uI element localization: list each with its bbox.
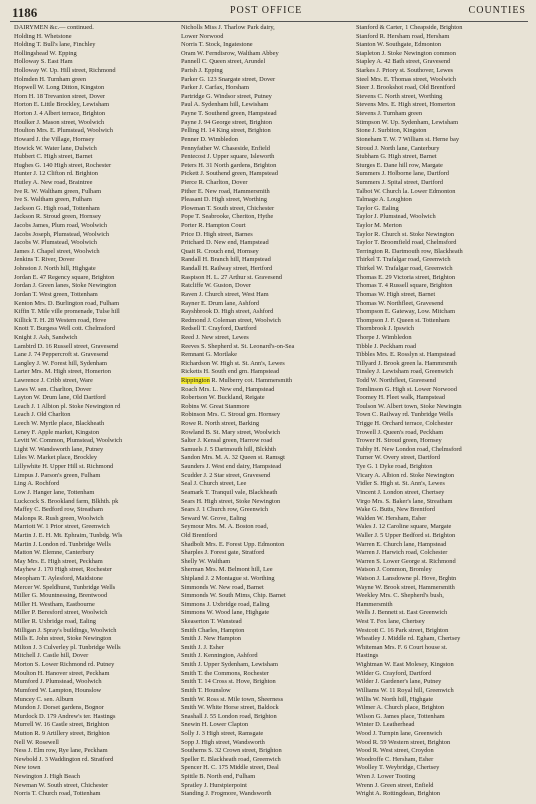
listing-line: Quait R. Crouch end, Hornsey (181, 247, 259, 255)
listing-line: Killick T. H. 28 Western road, Hove (14, 316, 107, 324)
listing-line: Tubby H. New London road, Chelmsford (356, 445, 462, 453)
listing-line: Stanton W. Southgate, Edmonton (356, 41, 442, 49)
listing-line: Sears H. High street, Stoke Newington (181, 497, 281, 505)
listing-line: Mills E. John street, Stoke Newington (14, 635, 112, 643)
listing-line: Watson J. Common, Bromley (356, 566, 432, 574)
listing-line: Warren E. Church lane, Hampstead (356, 540, 447, 548)
listing-line: Penner D. Wimbledon (181, 135, 238, 143)
listing-line: Walden W. Hersham, Esher (356, 514, 427, 522)
listing-line: Pleasant D. High street, Worthing (181, 196, 267, 204)
listing-line: Leech W. Myrtle place, Blackheath (14, 420, 105, 428)
listing-line: Snashall J. 55 London road, Brighton (181, 712, 277, 720)
listing-line: Shadbolt Mrs. E. Forest Upp. Edmonton (181, 540, 285, 548)
listing-line: Skeaserton T. Wanstead (181, 618, 242, 626)
listing-line: Stevens Mrs. E. High street, Homerton (356, 101, 456, 109)
listing-line: Stapley A. 42 Bath street, Gravesend (356, 58, 451, 66)
listing-line: Limpus J. Parson's green, Fulham (14, 471, 101, 479)
listing-line: Hunter J. 12 Clifton rd. Brighton (14, 170, 98, 178)
listing-line: Wheatley J. Middle rd. Egham, Chertsey (356, 635, 461, 643)
listing-line: Horton E. Little Brockley, Lewisham (14, 101, 110, 109)
page-title: POST OFFICE (230, 5, 303, 16)
listing-line: Smith T. Hounslow (181, 686, 231, 694)
listing-line: Talbot W. Church la. Lower Edmonton (356, 187, 456, 195)
listing-line: Richardson W. High st. St. Ann's, Lewes (181, 359, 285, 367)
listing-line: Peters H. 31 North gardens, Brighton (181, 161, 277, 169)
listing-line: Payne T. Southend green, Hampstead (181, 110, 277, 118)
listing-line: Horton J. 4 Albert terrace, Brighton (14, 110, 106, 118)
listing-line: Sears J. 1 Church row, Greenwich (181, 506, 269, 514)
listing-line: Holmden H. Turnham green (14, 75, 87, 83)
listing-line: Miller R. Uxbridge road, Ealing (14, 618, 96, 626)
listing-line: Wrenn J. Green street, Enfield (356, 781, 434, 789)
listing-line: Plowman T. South street, Chichester (181, 204, 275, 212)
listing-line: Solly J. 3 High street, Ramsgate (181, 729, 264, 737)
listing-line: Knott T. Burgess Well cott. Chelmsford (14, 325, 116, 333)
listing-line: Lillywhite H. Upper Hill st. Richmond (14, 463, 114, 471)
listing-line: Mumford J. Plumstead, Woolwich (14, 678, 102, 686)
listing-line: Thomas T. 4 Russell square, Brighton (356, 282, 453, 290)
listing-line: Sharples J. Forest gate, Stratford (181, 549, 265, 557)
listing-line: Steel Mrs. E. Thomas street, Woolwich (356, 75, 457, 83)
listing-line: Oram W. Ferndisrow, Waltham Abbey (181, 49, 279, 57)
listing-line: Miller H. Westham, Eastbourne (14, 600, 95, 608)
listing-line: Wood J. Turnpin lane, Greenwich (356, 729, 443, 737)
listing-line: Winter D. Leatherhead (356, 721, 415, 729)
listing-line: Reeves S. Shepherd st. St. Leonard's-on-Sea (181, 342, 295, 350)
listing-line: Wilder G. Crayford, Dartford (356, 669, 432, 677)
listing-line: Malonps R. Rush green, Woolwich (14, 514, 104, 522)
listing-line: Parish J. Epping (181, 67, 223, 75)
listing-line: Holloway W. Up. Hill street, Richmond (14, 67, 116, 75)
listing-line: Norris T. Stock, Ingatestone (181, 41, 253, 49)
listing-line: Martin J. E. H. Mt. Ephraim, Tunbdg. Wls (14, 531, 123, 539)
listing-line: Vincent J. London street, Chertsey (356, 488, 445, 496)
listing-line: Whiteman Mrs. F. 6 Court house st. (356, 643, 448, 651)
listing-line: Muncey C. sen. Alburn (14, 695, 74, 703)
listing-line: Remnant G. Mortlake (181, 351, 237, 359)
listing-line: Seward W. Grove, Ealing (181, 514, 247, 522)
listing-line: Hammersmith (356, 600, 393, 608)
listing-line: Randall H. Branch hill, Hampstead (181, 256, 271, 264)
listing-line: Snewin H. Lower Clapton (181, 721, 249, 729)
listing-line: Jordan T. West green, Tottenham (14, 290, 98, 298)
listing-line: Taylor J. Plumstead, Woolwich (356, 213, 436, 221)
listing-line: Hastings (356, 652, 379, 660)
listing-line: Stoneham T. W. 7 William st. Herne bay (356, 135, 460, 143)
listing-line: Smith Charles, Hampton (181, 626, 245, 634)
listing-line: Murdock D. 179 Andrew's ter. Hastings (14, 712, 116, 720)
listing-line: Stubham G. High street, Barnet (356, 153, 437, 161)
listing-line: Smith J. Kennington, Ashford (181, 652, 258, 660)
listing-line: Holding T. Bull's lane, Finchley (14, 41, 96, 49)
listing-line: Robertson W. Buckland, Reigate (181, 394, 265, 402)
listing-line: Pope T. Seabrooke, Cheriton, Hythe (181, 213, 274, 221)
listing-line: Smith T. 14 Cross st. Hove, Brighton (181, 678, 276, 686)
listing-line: Thirkel T. Trafalgar road, Greenwich (356, 256, 451, 264)
listing-line: Thomas W. High street, Barnet (356, 290, 436, 298)
listing-line: Steer J. Brookshot road, Old Brentford (356, 84, 456, 92)
column-left (14, 24, 180, 799)
listing-line: Knight J. Ash, Sandwich (14, 333, 78, 341)
listing-line: Waller J. 5 Upper Bedford st. Brighton (356, 531, 456, 539)
listing-line: Langley J. W. Forest hill, Sydenham (14, 359, 108, 367)
listing-line: Tomlinson G. High st. Lower Norwood (356, 385, 457, 393)
listing-line: Pennyfather W. Chaseside, Enfield (181, 144, 270, 152)
listing-line: Redsell T. Crayford, Dartford (181, 325, 257, 333)
listing-line: Woodroffe C. Hersham, Esher (356, 755, 434, 763)
listing-line: Partridge G. Windsor street, Putney (181, 92, 272, 100)
listing-line: Ive S. Waltham green, Fulham (14, 196, 92, 204)
listing-line: Rowe R. North street, Barking (181, 420, 260, 428)
listing-line: Jackson G. High road, Tottenham (14, 204, 100, 212)
column-middle (181, 24, 354, 799)
listing-line: Robins W. Great Stanmore (181, 402, 250, 410)
listing-line: James J. Chapel street, Woolwich (14, 247, 100, 255)
listing-line: Ratcliffe W. Guston, Dover (181, 282, 251, 290)
listing-line: Rowland B. St. Mary street, Woolwich (181, 428, 281, 436)
listing-line: Laws W. sen. Charlton, Dover (14, 385, 92, 393)
section-title: COUNTIES (468, 5, 526, 16)
listing-line: Johnston J. North hill, Highgate (14, 265, 96, 273)
listing-line: Summers J. Holborne lane, Dartford (356, 170, 449, 178)
listing-line: Jenkins T. River, Dover (14, 256, 75, 264)
listing-line: Ricketts H. South end grn. Hampstead (181, 368, 280, 376)
listing-line: Tibble J. Peckham road (356, 342, 417, 350)
listing-line: Taylor T. Broomfield road, Chelmsford (356, 239, 457, 247)
listing-line: Shelly W. Waltham (181, 557, 231, 565)
listing-line: Milligan J. Spray's buildings, Woolwich (14, 626, 117, 634)
listing-line: Sherman Mrs. M. Belmont hill, Lee (181, 566, 273, 574)
listing-line: Lambird D. 16 Russell street, Gravesend (14, 342, 119, 350)
listing-line: Parker G. 123 Snargate street, Dover (181, 75, 276, 83)
listing-line: Low J. Hanger lane, Tottenham (14, 488, 95, 496)
listing-line: Shipland J. 2 Montague st. Worthing (181, 575, 275, 582)
listing-line: Jordan J. Green lanes, Stoke Newington (14, 282, 117, 290)
listing-line: Pritchard D. New end, Hampstead (181, 239, 269, 247)
listing-line: Taylor M. Merton (356, 222, 402, 230)
listing-line: Standing J. Frogmore, Wandsworth (181, 790, 272, 798)
listing-line: Todd W. Northfleet, Gravesend (356, 376, 436, 384)
listing-line: Nell W. Rosewell (14, 738, 59, 746)
listing-line: Layton W. Drum lane, Old Dartford (14, 394, 106, 402)
page-number: 1186 (12, 5, 38, 20)
listing-line: Horn H. 18 Trevanion street, Dover (14, 92, 106, 100)
listing-line: Westcott C. 16 Park street, Brighton (356, 626, 449, 634)
listing-line: Reed J. New street, Lewes (181, 333, 249, 341)
listing-line: Meopham T. Aylesford, Maidstone (14, 575, 103, 582)
listing-line: Wren J. Lower Tooting (356, 773, 416, 781)
listing-line: Stanford & Carter, 1 Cheapside, Brighton (356, 24, 463, 31)
listing-line: Hutley A. New road, Braintree (14, 178, 93, 186)
listing-line-rest: R. Mulberry cot. Hammersmith (209, 376, 293, 384)
listing-line: Taylor G. Ealing (356, 204, 399, 212)
listing-line: Sturges E. Dane hill row, Margate (356, 161, 443, 169)
listing-line: Trigge H. Orchard terrace, Colchester (356, 420, 453, 428)
listing-line: Light W. Wandsworth lane, Putney (14, 445, 104, 453)
listing-line: Seamark T. Tranquil vale, Blackheath (181, 488, 278, 496)
listing-line: Thompson J. F. Queen st. Tottenham (356, 316, 450, 324)
listing-line: Turner W. Overy street, Dartford (356, 454, 440, 462)
listing-line: Raspison H. L. 27 Arthur st. Gravesend (181, 273, 282, 281)
listing-line: Old Brentford (181, 531, 218, 539)
listing-line: Tillyard J. Brook green la. Hammrsmth (356, 359, 457, 367)
listing-line: Robinson Mrs. C. Stroud grn. Hornsey (181, 411, 281, 419)
listing-line: Ive R. W. Waltham green, Fulham (14, 187, 102, 195)
listing-line: Kenton Mrs. D. Burlington road, Fulham (14, 299, 120, 307)
listing-line: Wood R. West street, Croydon (356, 747, 434, 755)
listing-line: Lane J. 74 Peppercroft st. Gravesend (14, 351, 109, 359)
listing-line: Starkes J. Priory st. Southover, Lewes (356, 67, 454, 75)
listing-line: Thomas W. Northfleet, Gravesend (356, 299, 444, 307)
listing-line: Wayne W. Brook street, Hammersmith (356, 583, 455, 591)
listing-line: Smith W. White Horse street, Baldock (181, 704, 279, 712)
listing-line: Woolley T. Weybridge, Chertsey (356, 764, 440, 772)
listing-line: Randall H. Railway street, Hertford (181, 265, 273, 273)
listing-line: Scudder J. 2 Star street, Gravesend (181, 471, 271, 479)
listing-line: Williams W. 11 Royal hill, Greenwich (356, 686, 454, 694)
listing-line: Stone J. Surbiton, Kingston (356, 127, 427, 135)
listing-line: Wells J. Bennett st. East Greenwich (356, 609, 448, 617)
listing-line: Tibbles Mrs. E. Rosslyn st. Hampstead (356, 351, 456, 359)
listing-line: Thompson E. Gateway, Low. Mitcham (356, 308, 456, 316)
listing-line: Hubbert C. High street, Barnet (14, 153, 93, 161)
header-rule (10, 21, 528, 22)
listing-line: Stapleton J. Stoke Newington common (356, 49, 456, 57)
listing-line: Pither E. New road, Hammersmith (181, 187, 270, 195)
page-header (10, 3, 528, 21)
listing-line: Samuels J. 5 Dartmouth hill, Blckhth (181, 445, 276, 453)
listing-line: Mutton R. 9 Artillery street, Brighton (14, 729, 110, 737)
listing-line: Martin J. London rd. Tunbridge Wells (14, 540, 111, 548)
listing-line: Houlton Mrs. E. Plumstead, Woolwich (14, 127, 113, 135)
listing-line: Matton W. Elemne, Canterbury (14, 549, 95, 557)
listing-line: Town C. Railway rd. Tunbridge Wells (356, 411, 454, 419)
listing-line: Miller P. Beresford street, Woolwich (14, 609, 108, 617)
listing-line: Simmonds W. South Mims, Chip. Barnet (181, 592, 286, 600)
listing-line: Taylor R. Church st. Stoke Newington (356, 230, 455, 238)
listing-line: Thorpe J. Wimbledon (356, 333, 412, 341)
listing-line: Simmons J. Uxbridge road, Ealing (181, 600, 270, 608)
listing-line: Parker J. Carfax, Horsham (181, 84, 249, 92)
listing-line: Wood R. 59 Western street, Brighton (356, 738, 451, 746)
listing-line: Hollingshead W. Epping (14, 49, 77, 57)
listing-line: Simmonds W. New road, Barnet (181, 583, 264, 591)
listing-line: Toomey H. Fleet walk, Hampstead (356, 394, 446, 402)
listing-line: Murrell W. 16 Castle street, Brighton (14, 721, 109, 729)
listing-line: Pelling H. 14 King street, Brighton (181, 127, 271, 135)
listing-line: Jacobs W. Plumstead, Woolwich (14, 239, 97, 247)
listing-line: Hopwell W. Long Ditton, Kingston (14, 84, 105, 92)
listing-line: Mayhew J. 170 High street, Rochester (14, 566, 112, 574)
listing-line: Pickett J. Southend green, Hampstead (181, 170, 278, 178)
listing-line: Summers J. Spital street, Dartford (356, 178, 443, 186)
listing-line: Howard J. the Village, Hornsey (14, 135, 95, 143)
listing-line: Smith J. J. Esher (181, 643, 224, 651)
listing-line: Stanford R. Hersham road, Hersham (356, 32, 450, 40)
listing-line: Smith T. the Commons, Rochester (181, 669, 269, 677)
listing-line: Stroud J. North lane, Canterbury (356, 144, 440, 152)
listing-line: Weekley Mrs. C. Shepherd's bush, (356, 592, 444, 600)
listing-line: Raven J. Church street, West Ham (181, 290, 269, 298)
listing-line: Vidler S. High st. St. Ann's, Lewes (356, 480, 445, 488)
highlighted-name: Rippington (181, 376, 210, 384)
listing-line: Luckcock S. Brookland farm, Blkhth. pk (14, 497, 119, 505)
listing-line: Salter J. Kensal green, Harrow road (181, 437, 273, 445)
listing-line: Tye G. 1 Dyke road, Brighton (356, 463, 433, 471)
listing-line: Mundon J. Dorset gardens, Bognor (14, 704, 104, 712)
listing-line: Mumford W. Lampton, Hounslow (14, 686, 102, 694)
listing-line: Mitchell J. Castle hill, Dover (14, 652, 89, 660)
listing-line: Jackson R. Stroud green, Hornsey (14, 213, 101, 221)
listing-line: Kiffin T. Mile ville promenade, Tulse hill (14, 308, 120, 316)
listing-line: Payne J. 94 George street, Brighton (181, 118, 272, 126)
listing-line: Warren J. Harwich road, Colchester (356, 549, 448, 557)
listing-line: Wilder J. Gardener's lane, Putney (356, 678, 442, 686)
listing-line: Leney F. Apple market, Kingston (14, 428, 100, 436)
listing-line: Spratley J. Hurstpierpoint (181, 781, 247, 789)
listing-line: Nicholls Miss J. Tharlow Park dairy, (181, 24, 275, 31)
listing-line: Holding H. Whetstone (14, 32, 72, 40)
listing-line: Smith J. New Hampton (181, 635, 241, 643)
listing-line: Hughes G. 140 High street, Rochester (14, 161, 112, 169)
listing-line: May Mrs. E. High street, Peckham (14, 557, 103, 565)
listing-line: Wilson G. James place, Tottenham (356, 712, 445, 720)
listing-line: Wales J. 12 Caroline square, Margate (356, 523, 452, 531)
listing-line: Jacobs James, Plum road, Woolwich (14, 222, 108, 230)
listing-line: Warren S. Lower George st. Richmond (356, 557, 456, 565)
listing-line: Willis W. North hill, Highgate (356, 695, 434, 703)
listing-line: Jacobs Joseph, Plumstead, Woolwich (14, 230, 110, 238)
listing-line: Roach Mrs. L. New end, Hampstead (181, 385, 275, 393)
listing-line: Vicary A. Albion rd. Stoke Newington (356, 471, 455, 479)
listing-line: Howick W. Water lane, Dulwich (14, 144, 97, 152)
listing-line: Milton J. 3 Culverley pl. Tunbridge Wells (14, 643, 121, 651)
listing-line: Seal J. Church street, Lee (181, 480, 247, 488)
listing-line: Southerns S. 32 Crown street, Brighton (181, 747, 282, 755)
listing-line: Porter R. Hampton Court (181, 222, 246, 230)
listing-line: Pannell C. Queen street, Arundel (181, 58, 266, 66)
listing-line: Rayner E. Drum lane, Ashford (181, 299, 260, 307)
listing-line: Marriott W. 1 Prior street, Greenwich (14, 523, 110, 531)
listing-line: Saunders J. West end dairy, Hampstead (181, 463, 282, 471)
listing-line: Spittle B. North end, Fulham (181, 773, 256, 781)
listing-line: Trowell J. Queen's road, Peckham (356, 428, 444, 436)
listing-line: Leach J. Old Charlton (14, 411, 71, 419)
listing-line: Thirkel W. Trafalgar road, Greenwich (356, 265, 453, 273)
listing-line: Sopp J. High street, Wandsworth (181, 738, 265, 746)
listing-line: Jordan E. 47 Regency square, Brighton (14, 273, 115, 281)
listing-line: Maffey C. Bedford row, Streatham (14, 506, 103, 514)
listing-line: Sandon Mrs. M. A. 32 Queen st. Ramsgt (181, 454, 285, 462)
listing-line: Rayshbrook D. High street, Ashford (181, 308, 274, 316)
listing-line: Speller E. Blackheath road, Greenwich (181, 755, 281, 763)
listing-line: Miller G. Mountnessing, Brentwood (14, 592, 108, 600)
listing-line: Lower Norwood (181, 32, 224, 40)
listing-line: Trower H. Stroud green, Hornsey (356, 437, 442, 445)
listing-line: Talmage A. Loughton (356, 196, 412, 204)
listing-line: Levitt W. Common, Plumstead, Woolwich (14, 437, 123, 445)
listing-line: Pierce R. Charlton, Dover (181, 178, 248, 186)
listing-line: Liles W. Market place, Brockley (14, 454, 98, 462)
listing-line: Newman W. South street, Chichester (14, 781, 109, 789)
listing-line: Wilmer A. Church place, Brighton (356, 704, 445, 712)
listing-line: Leach J. 1 Albion pl. Stoke Newington rd (14, 402, 121, 410)
listing-line: Larter Mrs. M. High street, Homerton (14, 368, 111, 376)
listing-line: Simmons W. Wood lane, Highgate (181, 609, 270, 617)
listing-line: Wright A. Rottingdean, Brighton (356, 790, 441, 798)
listing-line: Stevens J. Turnham green (356, 110, 423, 118)
listing-line: Stimpson W. Up. Sydenham, Lewisham (356, 118, 459, 126)
listing-line: Moulton H. Hanover street, Peckham (14, 669, 110, 677)
listing-line: Seymour Mrs. M. A. Boston road, (181, 523, 269, 531)
listing-line: Pentecost J. Upper square, Isleworth (181, 153, 275, 161)
listing-line: Wightman W. East Molesey, Kingston (356, 661, 454, 669)
listing-line (181, 377, 354, 386)
listing-line: Thomas E. 29 Victoria street, Brighton (356, 273, 456, 281)
listing-line: Smith W. Ross st. Mile town, Sheerness (181, 695, 284, 703)
listing-line: Stevens C. North street, Worthing (356, 92, 443, 100)
listing-line: Lawrence J. Cribb street, Ware (14, 376, 93, 384)
listing-line: Newington J. High Beach (14, 773, 81, 781)
listing-line: Houlker J. Mason street, Woolwich (14, 118, 105, 126)
listing-line: Watson J. Lansdowne pl. Hove, Brghtn (356, 575, 457, 582)
listing-line: West T. Fox lane, Chertsey (356, 618, 425, 626)
listing-line: Virgo Mrs. S. Baker's lane, Streatham (356, 497, 453, 505)
listing-line: New town (14, 764, 41, 772)
listing-line: Mercer W. Speldhurst, Tunbridge Wells (14, 583, 116, 591)
listing-line: Smith J. Upper Sydenham, Lewisham (181, 661, 278, 669)
listing-line: Tinsley J. Lewisham road, Greenwich (356, 368, 454, 376)
listing-line: Toulson W. Albert town, Stoke Newingtn (356, 402, 462, 410)
listing-line: DAIRYMEN &c.— continued. (14, 24, 94, 31)
listing-line: Wake G. Butts, New Brentford (356, 506, 435, 514)
listing-line: Ling A. Rochford (14, 480, 60, 488)
listing-line: Price D. High street, Barnes (181, 230, 253, 238)
listing-line: Terrington R. Dartmouth row, Blackheath (356, 247, 463, 255)
listing-line: Ness J. Elm row, Rye lane, Peckham (14, 747, 108, 755)
listing-line: Spencer H. C. 175 Middle street, Deal (181, 764, 279, 772)
listing-line: Thornbrook J. Ipswich (356, 325, 415, 333)
listing-line: Newbold J. 3 Waddington rd. Stratford (14, 755, 114, 763)
column-right (356, 24, 532, 799)
listing-line: Paul A. Sydenham hill, Lewisham (181, 101, 269, 109)
listing-line: Redmond J. Coleman street, Woolwich (181, 316, 281, 324)
listing-line: Norris T. Church road, Tottenham (14, 790, 101, 798)
listing-line: Holloway S. East Ham (14, 58, 73, 66)
listing-line: Morton S. Lower Richmond rd. Putney (14, 661, 115, 669)
